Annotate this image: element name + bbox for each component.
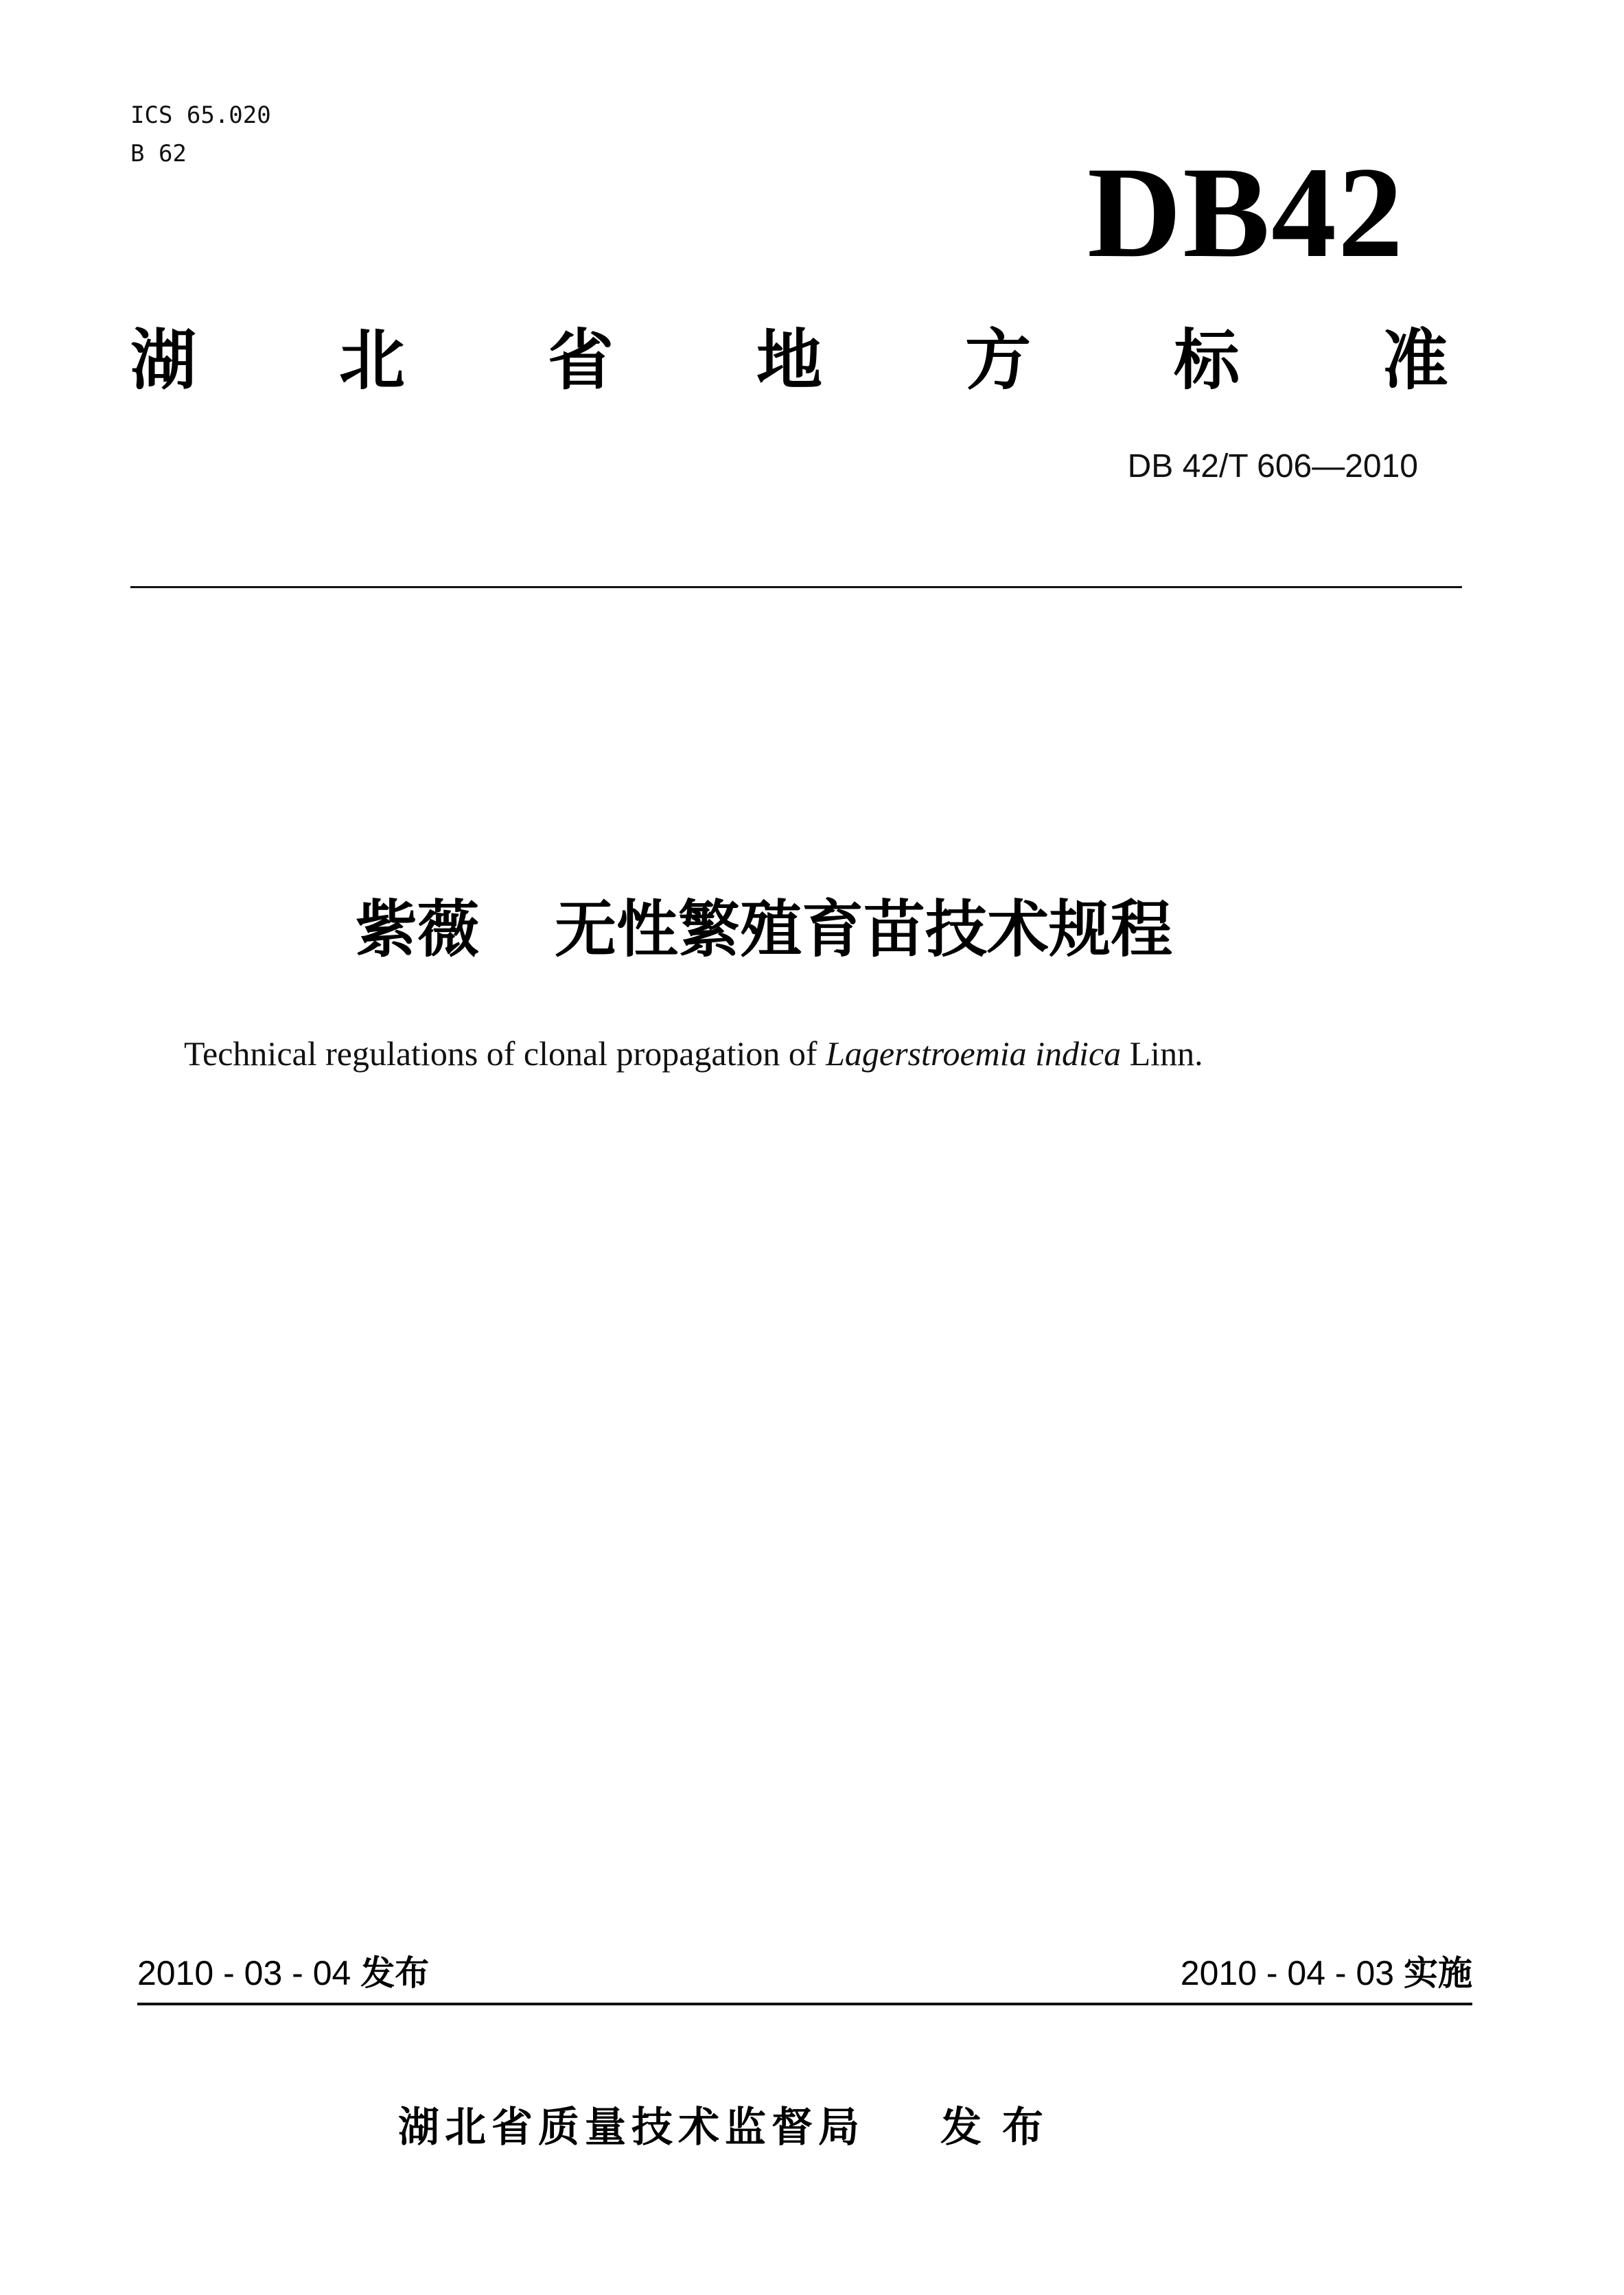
title-cn-part1: 紫薇 (356, 894, 479, 966)
classification-codes (130, 96, 271, 173)
title-en-species: Lagerstroemia indica (826, 1034, 1122, 1073)
title-en-suffix: Linn. (1121, 1034, 1203, 1073)
issuer-verb: 发布 (940, 2104, 1064, 2152)
standard-type-heading (130, 323, 1448, 398)
issuer-name: 湖北省质量技术监督局 (398, 2104, 865, 2152)
title-en-prefix: Technical regulations of clonal propagation of (184, 1034, 826, 1073)
standard-type-char: 省 (548, 322, 614, 399)
class-code: B 62 (130, 140, 187, 167)
standard-type-char: 方 (965, 322, 1031, 399)
ics-code: ICS 65.020 (130, 102, 271, 129)
db-code-logo: DB42 (1087, 141, 1404, 285)
implement-label: 实施 (1404, 1953, 1472, 1993)
standard-type-char: 标 (1174, 322, 1240, 399)
standard-type-char: 湖 (130, 322, 196, 399)
publish-label: 发布 (360, 1953, 430, 1993)
standard-type-char: 地 (756, 322, 822, 399)
issuer-line (398, 2100, 1064, 2155)
title-chinese (0, 892, 1624, 968)
implement-date-block (1181, 1949, 1472, 1997)
publish-date-block (137, 1949, 429, 1997)
standard-number: DB 42/T 606—2010 (1127, 448, 1418, 485)
top-divider (130, 586, 1462, 588)
implement-date: 2010 - 04 - 03 (1180, 1954, 1395, 1992)
publish-date: 2010 - 03 - 04 (137, 1954, 351, 1992)
title-english (184, 1029, 1203, 1077)
title-cn-part2: 无性繁殖育苗技术规程 (555, 894, 1172, 966)
standard-type-char: 北 (339, 322, 405, 399)
dates-row (137, 1949, 1472, 1997)
bottom-divider (137, 2003, 1472, 2005)
standard-type-char: 准 (1382, 322, 1448, 399)
